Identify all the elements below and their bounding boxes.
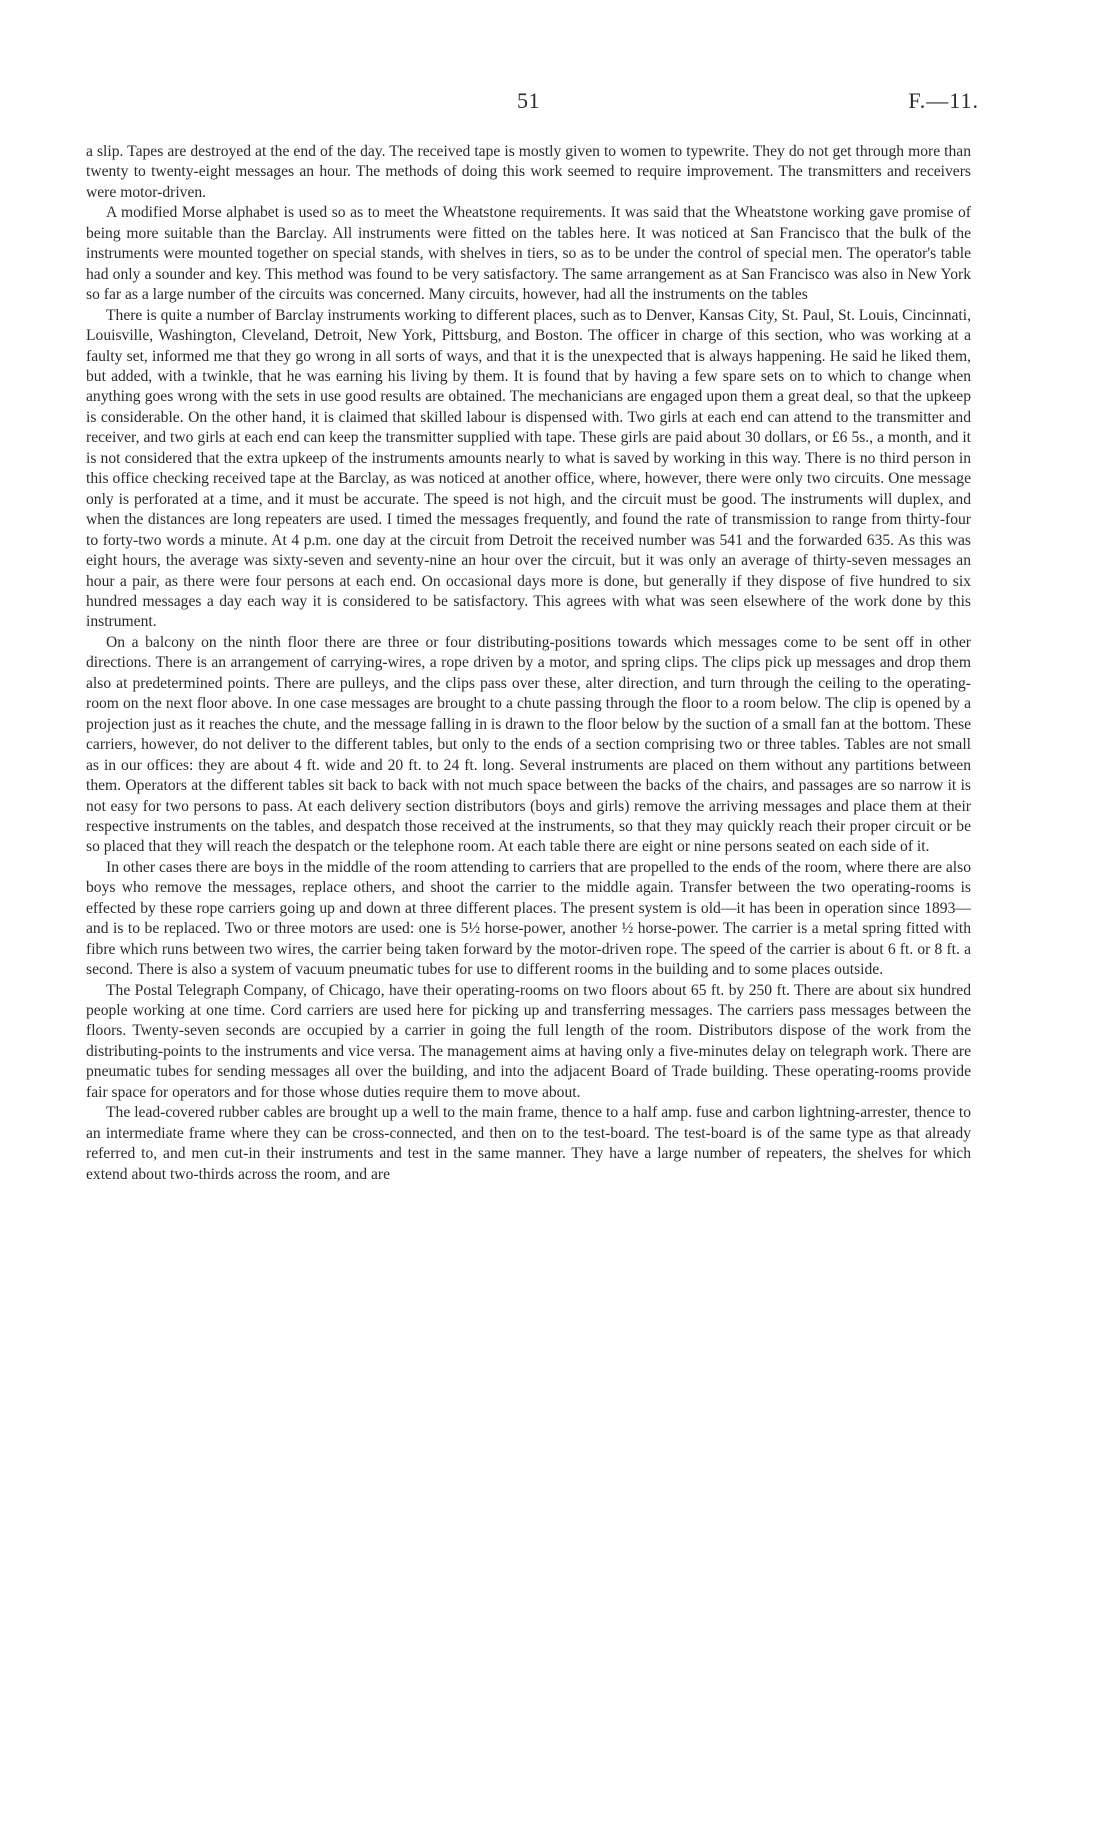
paragraph-morse-alphabet: A modified Morse alphabet is used so as to meet the Wheatstone requirements. It was said that the Wheatstone working gave promise of being more suitable than the Barclay. All instruments were fitted on the tables here. It was noticed at San Francisco that the bulk of the instruments were mounted together on special stands, with shelves in tiers, so as to be under the control of special men. The operator's table had only a sounder and key. This method was found to be very satisfactory. The same arrangement as at San Francisco was also in New York so far as a large number of the circuits was concerned. Many circuits, however, had all the instruments on the tables <box>86 204 971 304</box>
paragraph-continuation: a slip. Tapes are destroyed at the end of the day. The received tape is mostly given to women to typewrite. They do not get through more than twenty to twenty-eight messages an hour. The methods of doing this work seemed to require improvement. The transmitters and receivers were motor-driven. <box>86 143 971 201</box>
document-reference: F.—11. <box>908 88 979 113</box>
paragraph-postal-telegraph: The Postal Telegraph Company, of Chicago, have their operating-rooms on two floors about 65 ft. by 250 ft. There are about six hundred people working at one time. Cord carriers are used here for picking up and transferring messages. The carriers pass messages between the floors. Twenty-seven seconds are occupied by a carrier in going the full length of the room. Distributors dispose of the work from the distributing-points to the instruments and vice versa. The management aims at having only a five-minutes delay on telegraph work. There are pneumatic tubes for sending messages all over the building, and into the adjacent Board of Trade building. These operating-rooms provide fair space for operators and for those whose duties require them to move about. <box>86 981 971 1101</box>
paragraph-barclay-instruments: There is quite a number of Barclay instruments working to different places, such as to Denver, Kansas City, St. Paul, St. Louis, Cincinnati, Louisville, Washington, Cleveland, Detroit, New York, Pittsburg, and Boston. The officer in charge of this section, who was working at a faulty set, informed me that they go wrong in all sorts of ways, and that it is the unexpected that is always happening. He said he liked them, but added, with a twinkle, that he was earning his living by them. It is found that by having a few spare sets on to which to change when anything goes wrong with the sets in use good results are obtained. The mechanicians are engaged upon them a great deal, so that the upkeep is considerable. On the other hand, it is claimed that skilled labour is dispensed with. Two girls at each end can attend to the transmitter and receiver, and two girls at each end can keep the transmitter supplied with tape. These girls are paid about 30 dollars, or £6 5s., a month, and it is not considered that the extra upkeep of the instruments amounts nearly to what is saved by working in this way. There is no third person in this office checking received tape at the Barclay, as was noticed at another office, where, however, there were only two circuits. One message only is perforated at a time, and it must be accurate. The speed is not high, and the circuit must be good. The instruments will duplex, and when the distances are long repeaters are used. I timed the messages frequently, and found the rate of transmission to range from thirty-four to forty-two words a minute. At 4 p.m. one day at the circuit from Detroit the received number was 541 and the forwarded 635. As this was eight hours, the average was sixty-seven and seventy-nine an hour over the circuit, but it was only an average of thirty-seven messages an hour a pair, as there were four persons at each end. On occasional days more is done, but generally if they dispose of five hundred to six hundred messages a day each way it is considered to be satisfactory. This agrees with what was seen elsewhere of the work done by this instrument. <box>86 306 971 631</box>
page-number: 51 <box>517 88 540 113</box>
paragraph-balcony-distribution: On a balcony on the ninth floor there are three or four distributing-positions towards which messages come to be sent off in other directions. There is an arrangement of carrying-wires, a rope driven by a motor, and spring clips. The clips pick up messages and drop them also at predetermined points. There are pulleys, and the clips pass over these, alter direction, and turn through the ceiling to the operating-room on the next floor above. In one case messages are brought to a chute passing through the floor to a room below. The clip is opened by a projection just as it reaches the chute, and the message falling in is drawn to the floor below by the suction of a small fan at the bottom. These carriers, however, do not deliver to the different tables, but only to the ends of a section comprising two or three tables. Tables are not small as in our offices: they are about 4 ft. wide and 20 ft. to 24 ft. long. Several instruments are placed on them without any partitions between them. Operators at the different tables sit back to back with not much space between the backs of the chairs, and passages are so narrow it is not easy for two persons to pass. At each delivery section distributors (boys and girls) remove the arriving messages and place them at their respective instruments on the tables, and despatch those received at the instruments, so that they may quickly reach their proper circuit or be so placed that they will reach the despatch or the telephone room. At each table there are eight or nine persons seated on each side of it. <box>86 633 971 856</box>
body-text <box>86 142 971 1185</box>
paragraph-rope-carriers: In other cases there are boys in the middle of the room attending to carriers that are propelled to the ends of the room, where there are also boys who remove the messages, replace others, and shoot the carrier to the middle again. Transfer between the two operating-rooms is effected by these rope carriers going up and down at three different places. The present system is old—it has been in operation since 1893—and is to be replaced. Two or three motors are used: one is 5½ horse-power, another ½ horse-power. The carrier is a metal spring fitted with fibre which runs between two wires, the carrier being taken forward by the motor-driven rope. The speed of the carrier is about 6 ft. or 8 ft. a second. There is also a system of vacuum pneumatic tubes for use to different rooms in the building and to some places outside. <box>86 858 971 979</box>
paragraph-cables: The lead-covered rubber cables are brought up a well to the main frame, thence to a half amp. fuse and carbon lightning-arrester, thence to an intermediate frame where they can be cross-connected, and then on to the test-board. The test-board is of the same type as that already referred to, and men cut-in their instruments and test in the same manner. They have a large number of repeaters, the shelves for which extend about two-thirds across the room, and are <box>86 1104 971 1183</box>
page-header <box>86 88 979 122</box>
